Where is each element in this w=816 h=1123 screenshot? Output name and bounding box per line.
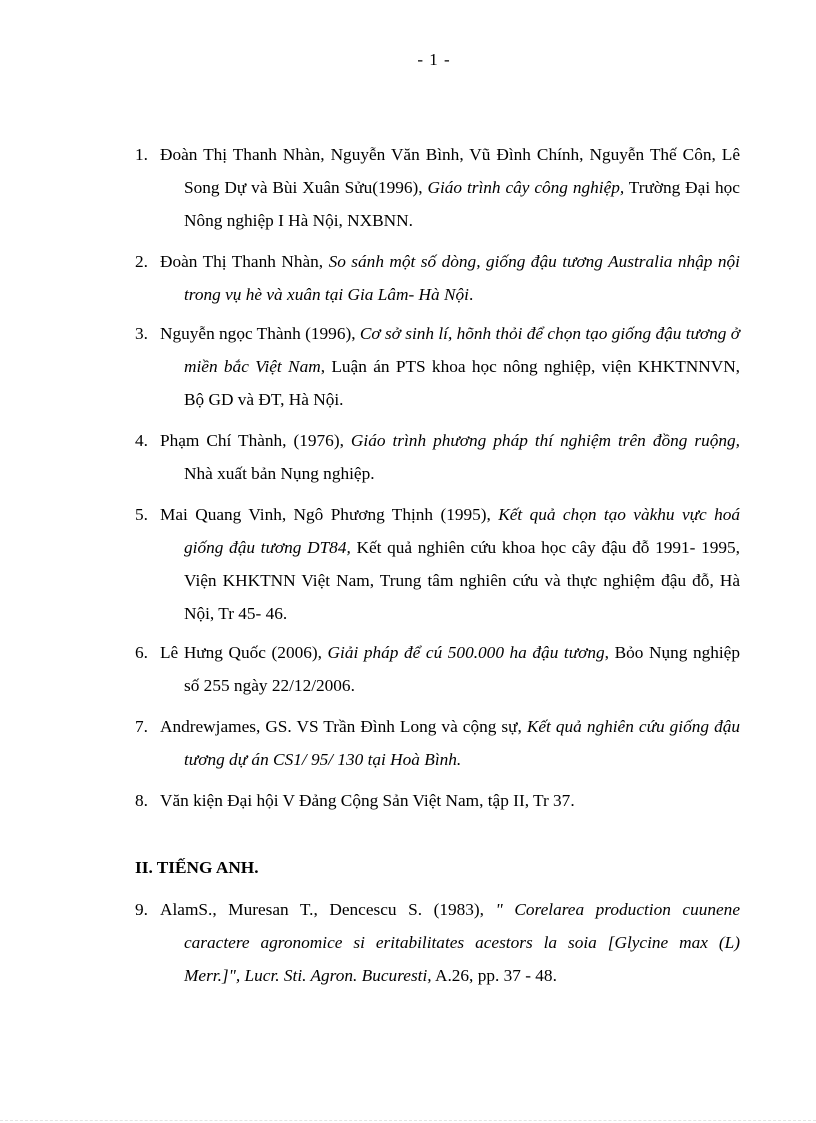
reference-text: Mai Quang Vinh, Ngô Phương Thịnh (1995), Kết quả chọn tạo vàkhu vực hoá giống đậu tương DT84, Kết quả nghiên cứu khoa học cây đậu đỗ 1991- 1995, Viện KHKTNN Việt Nam, Trung tâm nghiên cứu và thực nghiệm đậu đỗ, Hà Nội, Tr 45- 46. bbox=[160, 505, 741, 623]
reference-list-english bbox=[135, 893, 740, 992]
reference-text: Nguyễn ngọc Thành (1996), Cơ sở sinh lí, hõnh thỏi để chọn tạo giống đậu tương ở miền bắc Việt Nam, Luận án PTS khoa học nông nghiệp, viện KHKTNNVN, Bộ GD và ĐT, Hà Nội. bbox=[160, 324, 741, 409]
reference-item bbox=[135, 138, 740, 237]
reference-text: Phạm Chí Thành, (1976), Giáo trình phương pháp thí nghiệm trên đồng ruộng, Nhà xuất bản Nụng nghiệp. bbox=[160, 431, 740, 483]
reference-number: 5. bbox=[135, 505, 148, 524]
section-heading: II. TIẾNG ANH. bbox=[135, 858, 259, 877]
reference-item bbox=[135, 636, 740, 702]
reference-text: Đoàn Thị Thanh Nhàn, So sánh một số dòng, giống đậu tương Australia nhập nội trong vụ hè và xuân tại Gia Lâm- Hà Nội. bbox=[160, 252, 740, 304]
reference-text: Lê Hưng Quốc (2006), Giải pháp để cú 500.000 ha đậu tương, Bỏo Nụng nghiệp số 255 ngày 22/12/2006. bbox=[160, 643, 740, 695]
reference-text: AlamS., Muresan T., Dencescu S. (1983), " Corelarea production cuunene caractere agronomice si eritabilitates acestors la soia [Glycine max (L) Merr.]", Lucr. Sti. Agron. Bucuresti, A.26, pp. 37 - 48. bbox=[160, 900, 740, 985]
reference-item bbox=[135, 710, 740, 776]
reference-text: Andrewjames, GS. VS Trần Đình Long và cộng sự, Kết quả nghiên cứu giống đậu tương dự án CS1/ 95/ 130 tại Hoà Bình. bbox=[160, 717, 740, 769]
reference-number: 8. bbox=[135, 791, 148, 810]
reference-text: Văn kiện Đại hội V Đảng Cộng Sản Việt Nam, tập II, Tr 37. bbox=[160, 791, 575, 810]
page-bottom-rule bbox=[0, 1120, 816, 1121]
reference-list-vietnamese bbox=[135, 138, 740, 817]
reference-number: 6. bbox=[135, 643, 148, 662]
reference-item bbox=[135, 424, 740, 490]
reference-number: 1. bbox=[135, 145, 148, 164]
reference-number: 4. bbox=[135, 431, 148, 450]
reference-number: 7. bbox=[135, 717, 148, 736]
page-number: - 1 - bbox=[417, 50, 451, 69]
reference-item bbox=[135, 245, 740, 311]
reference-number: 2. bbox=[135, 252, 148, 271]
reference-number: 9. bbox=[135, 900, 148, 919]
reference-item bbox=[135, 498, 740, 630]
reference-number: 3. bbox=[135, 324, 148, 343]
reference-text: Đoàn Thị Thanh Nhàn, Nguyễn Văn Bình, Vũ Đình Chính, Nguyễn Thế Côn, Lê Song Dự và Bùi Xuân Sửu(1996), Giáo trình cây công nghiệp, Trường Đại học Nông nghiệp I Hà Nội, NXBNN. bbox=[160, 145, 740, 230]
reference-item bbox=[135, 317, 740, 416]
reference-item bbox=[135, 784, 740, 817]
reference-item bbox=[135, 893, 740, 992]
